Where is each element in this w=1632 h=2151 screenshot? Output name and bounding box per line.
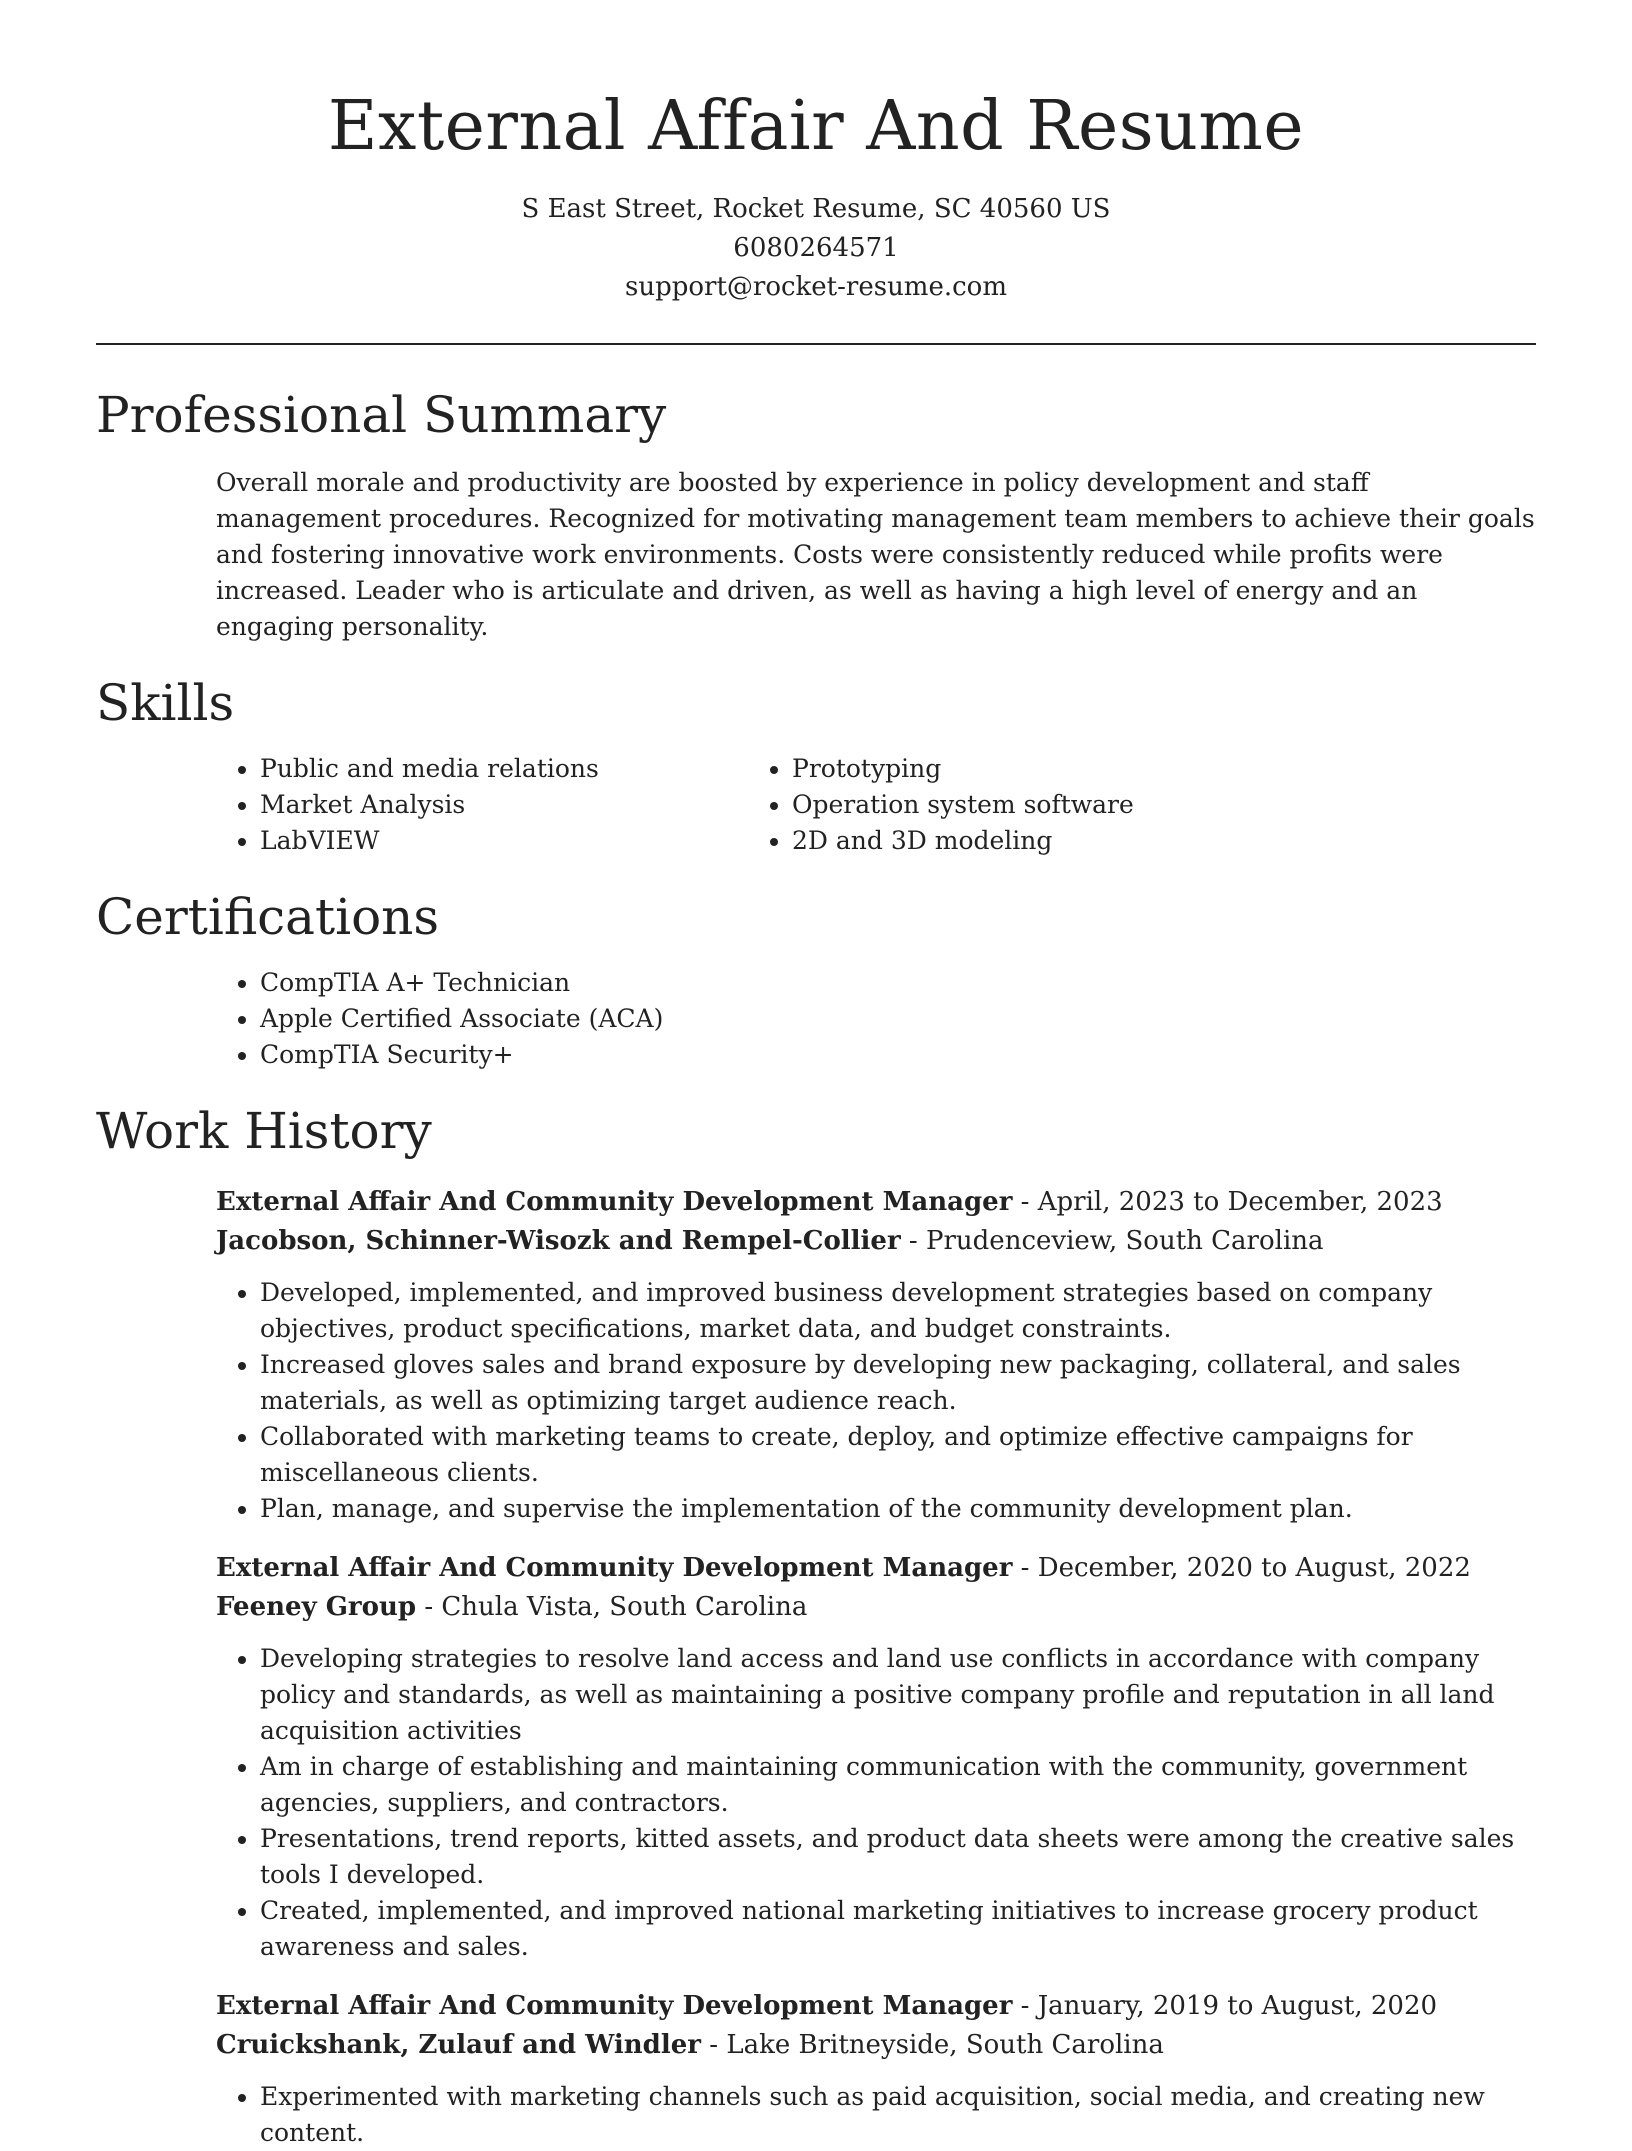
list-item: • Developing strategies to resolve land access and land use conflicts in accordance with company policy and standards, as well as maintaining a positive company profile and reputation in all land acquisition activities xyxy=(260,1641,1526,1749)
job-title-line: External Affair And Community Development Manager - January, 2019 to August, 2020 xyxy=(216,1991,1438,2021)
job-entry xyxy=(96,1183,1536,1527)
job-entry xyxy=(96,1549,1536,1965)
job-dates: December, 2020 to August, 2022 xyxy=(1037,1553,1471,1583)
work-history-section xyxy=(96,1101,1536,2151)
resume-page xyxy=(96,0,1536,2151)
summary-text: Overall morale and productivity are boosted by experience in policy development and staff management procedures. Recognized for motivating management team members to achieve their goals and fostering innovative work environments. Costs were consistently reduced while profits were increased. Leader who is articulate and driven, as well as having a high level of energy and an engaging personality. xyxy=(216,468,1535,641)
list-item: • Public and media relations xyxy=(260,751,746,787)
skills-left-list xyxy=(96,751,746,859)
summary-heading: Professional Summary xyxy=(96,386,667,444)
skills-right-list xyxy=(746,751,1134,859)
summary-section xyxy=(96,385,1536,645)
list-item: • Experimented with marketing channels such as paid acquisition, social media, and creating new content. xyxy=(260,2079,1526,2151)
list-item: • CompTIA Security+ xyxy=(260,1037,1536,1073)
phone: 6080264571 xyxy=(733,233,899,263)
list-item: • Prototyping xyxy=(792,751,1134,787)
header-divider xyxy=(96,343,1536,345)
skills-columns xyxy=(96,751,1536,859)
job-company-line: Feeney Group - Chula Vista, South Carolina xyxy=(216,1592,808,1622)
job-title-line: External Affair And Community Development Manager - December, 2020 to August, 2022 xyxy=(216,1553,1471,1583)
list-item: • Created, implemented, and improved national marketing initiatives to increase grocery product awareness and sales. xyxy=(260,1893,1526,1965)
list-item: • Collaborated with marketing teams to create, deploy, and optimize effective campaigns for miscellaneous clients. xyxy=(260,1419,1526,1491)
job-location: Lake Britneyside, South Carolina xyxy=(726,2030,1164,2060)
job-bullets xyxy=(96,1641,1536,1965)
job-title-line: External Affair And Community Development Manager - April, 2023 to December, 2023 xyxy=(216,1187,1443,1217)
job-bullets xyxy=(96,2079,1536,2151)
candidate-name: External Affair And Resume xyxy=(327,87,1305,166)
list-item: • Operation system software xyxy=(792,787,1134,823)
job-company: Cruickshank, Zulauf and Windler xyxy=(216,2030,701,2060)
address: S East Street, Rocket Resume, SC 40560 US xyxy=(521,194,1111,224)
list-item: • CompTIA A+ Technician xyxy=(260,965,1536,1001)
job-dates: January, 2019 to August, 2020 xyxy=(1037,1991,1438,2021)
email: support@rocket-resume.com xyxy=(624,272,1007,302)
list-item: • 2D and 3D modeling xyxy=(792,823,1134,859)
list-item: • Presentations, trend reports, kitted assets, and product data sheets were among the creative sales tools I developed. xyxy=(260,1821,1526,1893)
list-item: • LabVIEW xyxy=(260,823,746,859)
job-title: External Affair And Community Development Manager xyxy=(216,1991,1013,2021)
contact-block xyxy=(96,190,1536,307)
job-bullets xyxy=(96,1275,1536,1527)
job-company-line: Jacobson, Schinner-Wisozk and Rempel-Collier - Prudenceview, South Carolina xyxy=(216,1226,1324,1256)
list-item: • Market Analysis xyxy=(260,787,746,823)
skills-section xyxy=(96,673,1536,859)
list-item: • Am in charge of establishing and maintaining communication with the community, government agencies, suppliers, and contractors. xyxy=(260,1749,1526,1821)
certifications-section xyxy=(96,887,1536,1073)
job-company: Jacobson, Schinner-Wisozk and Rempel-Collier xyxy=(216,1226,901,1256)
job-title: External Affair And Community Development Manager xyxy=(216,1553,1013,1583)
list-item: • Developed, implemented, and improved business development strategies based on company objectives, product specifications, market data, and budget constraints. xyxy=(260,1275,1526,1347)
job-dates: April, 2023 to December, 2023 xyxy=(1037,1187,1443,1217)
job-company-line: Cruickshank, Zulauf and Windler - Lake Britneyside, South Carolina xyxy=(216,2030,1164,2060)
job-title: External Affair And Community Development Manager xyxy=(216,1187,1013,1217)
list-item: • Apple Certified Associate (ACA) xyxy=(260,1001,1536,1037)
list-item: • Increased gloves sales and brand exposure by developing new packaging, collateral, and sales materials, as well as optimizing target audience reach. xyxy=(260,1347,1526,1419)
certifications-list xyxy=(96,965,1536,1073)
job-location: Chula Vista, South Carolina xyxy=(441,1592,808,1622)
job-location: Prudenceview, South Carolina xyxy=(926,1226,1324,1256)
job-entry xyxy=(96,1987,1536,2151)
list-item: • Plan, manage, and supervise the implementation of the community development plan. xyxy=(260,1491,1526,1527)
job-company: Feeney Group xyxy=(216,1592,417,1622)
certifications-heading: Certifications xyxy=(96,888,440,946)
work-history-heading: Work History xyxy=(96,1102,432,1160)
skills-heading: Skills xyxy=(96,674,235,732)
